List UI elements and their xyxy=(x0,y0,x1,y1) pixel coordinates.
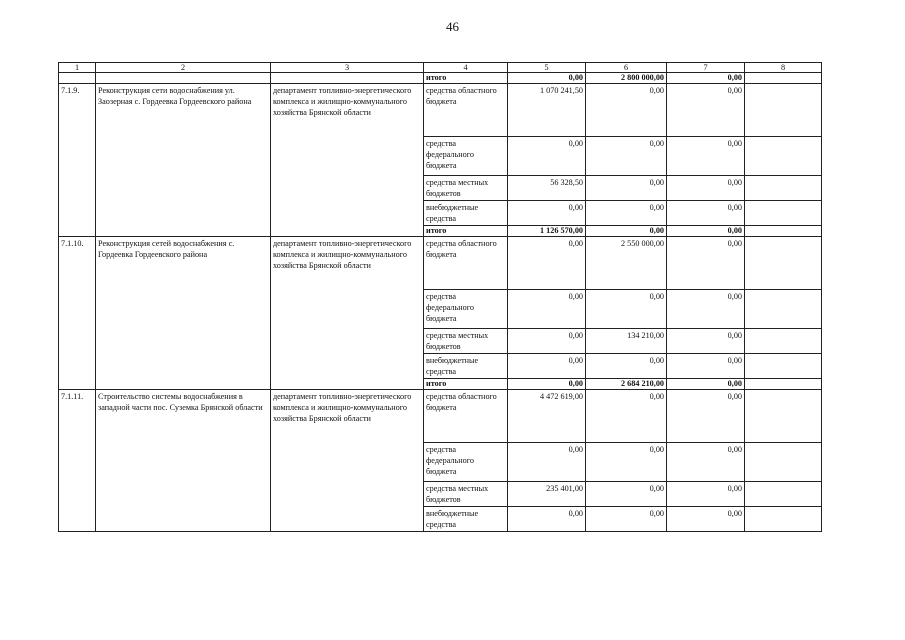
blank-cell xyxy=(96,73,271,84)
amount-cell: 0,00 xyxy=(508,237,586,290)
page-number: 46 xyxy=(446,19,459,34)
funding-source: средства областного бюджета xyxy=(424,84,508,137)
funding-source: средства областного бюджета xyxy=(424,237,508,290)
amount-cell: 0,00 xyxy=(667,329,745,354)
amount-cell: 0,00 xyxy=(667,137,745,176)
column-number: 5 xyxy=(508,63,586,73)
amount-cell: 0,00 xyxy=(667,354,745,379)
column-number: 7 xyxy=(667,63,745,73)
amount-cell: 0,00 xyxy=(508,201,586,226)
blank-cell xyxy=(745,379,822,390)
amount-cell: 0,00 xyxy=(508,329,586,354)
column-number: 4 xyxy=(424,63,508,73)
funding-source: средства федерального бюджета xyxy=(424,290,508,329)
total-label: итого xyxy=(424,73,508,84)
total-label: итого xyxy=(424,379,508,390)
item-name: Строительство системы водоснабжения в западной части пос. Суземка Брянской области xyxy=(96,390,271,532)
item-number: 7.1.10. xyxy=(59,237,96,390)
blank-cell xyxy=(745,482,822,507)
blank-cell xyxy=(745,73,822,84)
funding-source: внебюджетные средства xyxy=(424,507,508,532)
blank-cell xyxy=(745,226,822,237)
amount-cell: 0,00 xyxy=(667,226,745,237)
blank-cell xyxy=(745,84,822,137)
blank-cell xyxy=(271,73,424,84)
column-number: 1 xyxy=(59,63,96,73)
column-number: 8 xyxy=(745,63,822,73)
budget-table xyxy=(58,62,822,532)
amount-cell: 0,00 xyxy=(508,507,586,532)
item-number: 7.1.9. xyxy=(59,84,96,237)
funding-row xyxy=(59,390,822,443)
column-number: 6 xyxy=(586,63,667,73)
total-label: итого xyxy=(424,226,508,237)
amount-cell: 0,00 xyxy=(508,137,586,176)
item-number: 7.1.11. xyxy=(59,390,96,532)
amount-cell: 235 401,00 xyxy=(508,482,586,507)
item-name: Реконструкция сетей водоснабжения с. Гордеевка Гордеевского района xyxy=(96,237,271,390)
amount-cell: 0,00 xyxy=(586,226,667,237)
amount-cell: 0,00 xyxy=(667,237,745,290)
amount-cell: 0,00 xyxy=(586,176,667,201)
amount-cell: 1 126 570,00 xyxy=(508,226,586,237)
amount-cell: 0,00 xyxy=(508,379,586,390)
amount-cell: 2 684 210,00 xyxy=(586,379,667,390)
blank-cell xyxy=(745,443,822,482)
amount-cell: 2 550 000,00 xyxy=(586,237,667,290)
funding-source: средства федерального бюджета xyxy=(424,137,508,176)
blank-cell xyxy=(745,329,822,354)
blank-cell xyxy=(745,390,822,443)
funding-source: средства местных бюджетов xyxy=(424,329,508,354)
amount-cell: 0,00 xyxy=(586,443,667,482)
amount-cell: 0,00 xyxy=(508,443,586,482)
amount-cell: 0,00 xyxy=(586,354,667,379)
funding-row xyxy=(59,84,822,137)
column-number: 2 xyxy=(96,63,271,73)
amount-cell: 134 210,00 xyxy=(586,329,667,354)
item-executor: департамент топливно-энергетического комплекса и жилищно-коммунального хозяйства Брянской области xyxy=(271,390,424,532)
funding-source: внебюджетные средства xyxy=(424,354,508,379)
funding-source: внебюджетные средства xyxy=(424,201,508,226)
amount-cell: 0,00 xyxy=(667,507,745,532)
amount-cell: 56 328,50 xyxy=(508,176,586,201)
amount-cell: 0,00 xyxy=(586,390,667,443)
blank-cell xyxy=(745,507,822,532)
amount-cell: 0,00 xyxy=(586,482,667,507)
amount-cell: 4 472 619,00 xyxy=(508,390,586,443)
amount-cell: 0,00 xyxy=(667,390,745,443)
amount-cell: 1 070 241,50 xyxy=(508,84,586,137)
amount-cell: 0,00 xyxy=(667,290,745,329)
blank-cell xyxy=(745,201,822,226)
blank-cell xyxy=(745,237,822,290)
total-row xyxy=(59,73,822,84)
amount-cell: 0,00 xyxy=(586,290,667,329)
amount-cell: 0,00 xyxy=(667,482,745,507)
amount-cell: 0,00 xyxy=(508,354,586,379)
amount-cell: 0,00 xyxy=(667,73,745,84)
blank-cell xyxy=(745,354,822,379)
amount-cell: 0,00 xyxy=(586,137,667,176)
blank-cell xyxy=(745,290,822,329)
funding-source: средства местных бюджетов xyxy=(424,176,508,201)
item-executor: департамент топливно-энергетического комплекса и жилищно-коммунального хозяйства Брянской области xyxy=(271,237,424,390)
funding-source: средства местных бюджетов xyxy=(424,482,508,507)
column-number: 3 xyxy=(271,63,424,73)
amount-cell: 0,00 xyxy=(508,290,586,329)
column-number-row xyxy=(59,63,822,73)
amount-cell: 0,00 xyxy=(667,443,745,482)
amount-cell: 0,00 xyxy=(667,84,745,137)
amount-cell: 0,00 xyxy=(667,176,745,201)
blank-cell xyxy=(745,137,822,176)
amount-cell: 0,00 xyxy=(667,201,745,226)
amount-cell: 0,00 xyxy=(586,84,667,137)
blank-cell xyxy=(745,176,822,201)
amount-cell: 0,00 xyxy=(586,201,667,226)
amount-cell: 2 800 000,00 xyxy=(586,73,667,84)
amount-cell: 0,00 xyxy=(508,73,586,84)
blank-cell xyxy=(59,73,96,84)
item-name: Реконструкция сети водоснабжения ул. Заозерная с. Гордеевка Гордеевского района xyxy=(96,84,271,237)
funding-source: средства федерального бюджета xyxy=(424,443,508,482)
item-executor: департамент топливно-энергетического комплекса и жилищно-коммунального хозяйства Брянской области xyxy=(271,84,424,237)
funding-row xyxy=(59,237,822,290)
amount-cell: 0,00 xyxy=(586,507,667,532)
amount-cell: 0,00 xyxy=(667,379,745,390)
funding-source: средства областного бюджета xyxy=(424,390,508,443)
